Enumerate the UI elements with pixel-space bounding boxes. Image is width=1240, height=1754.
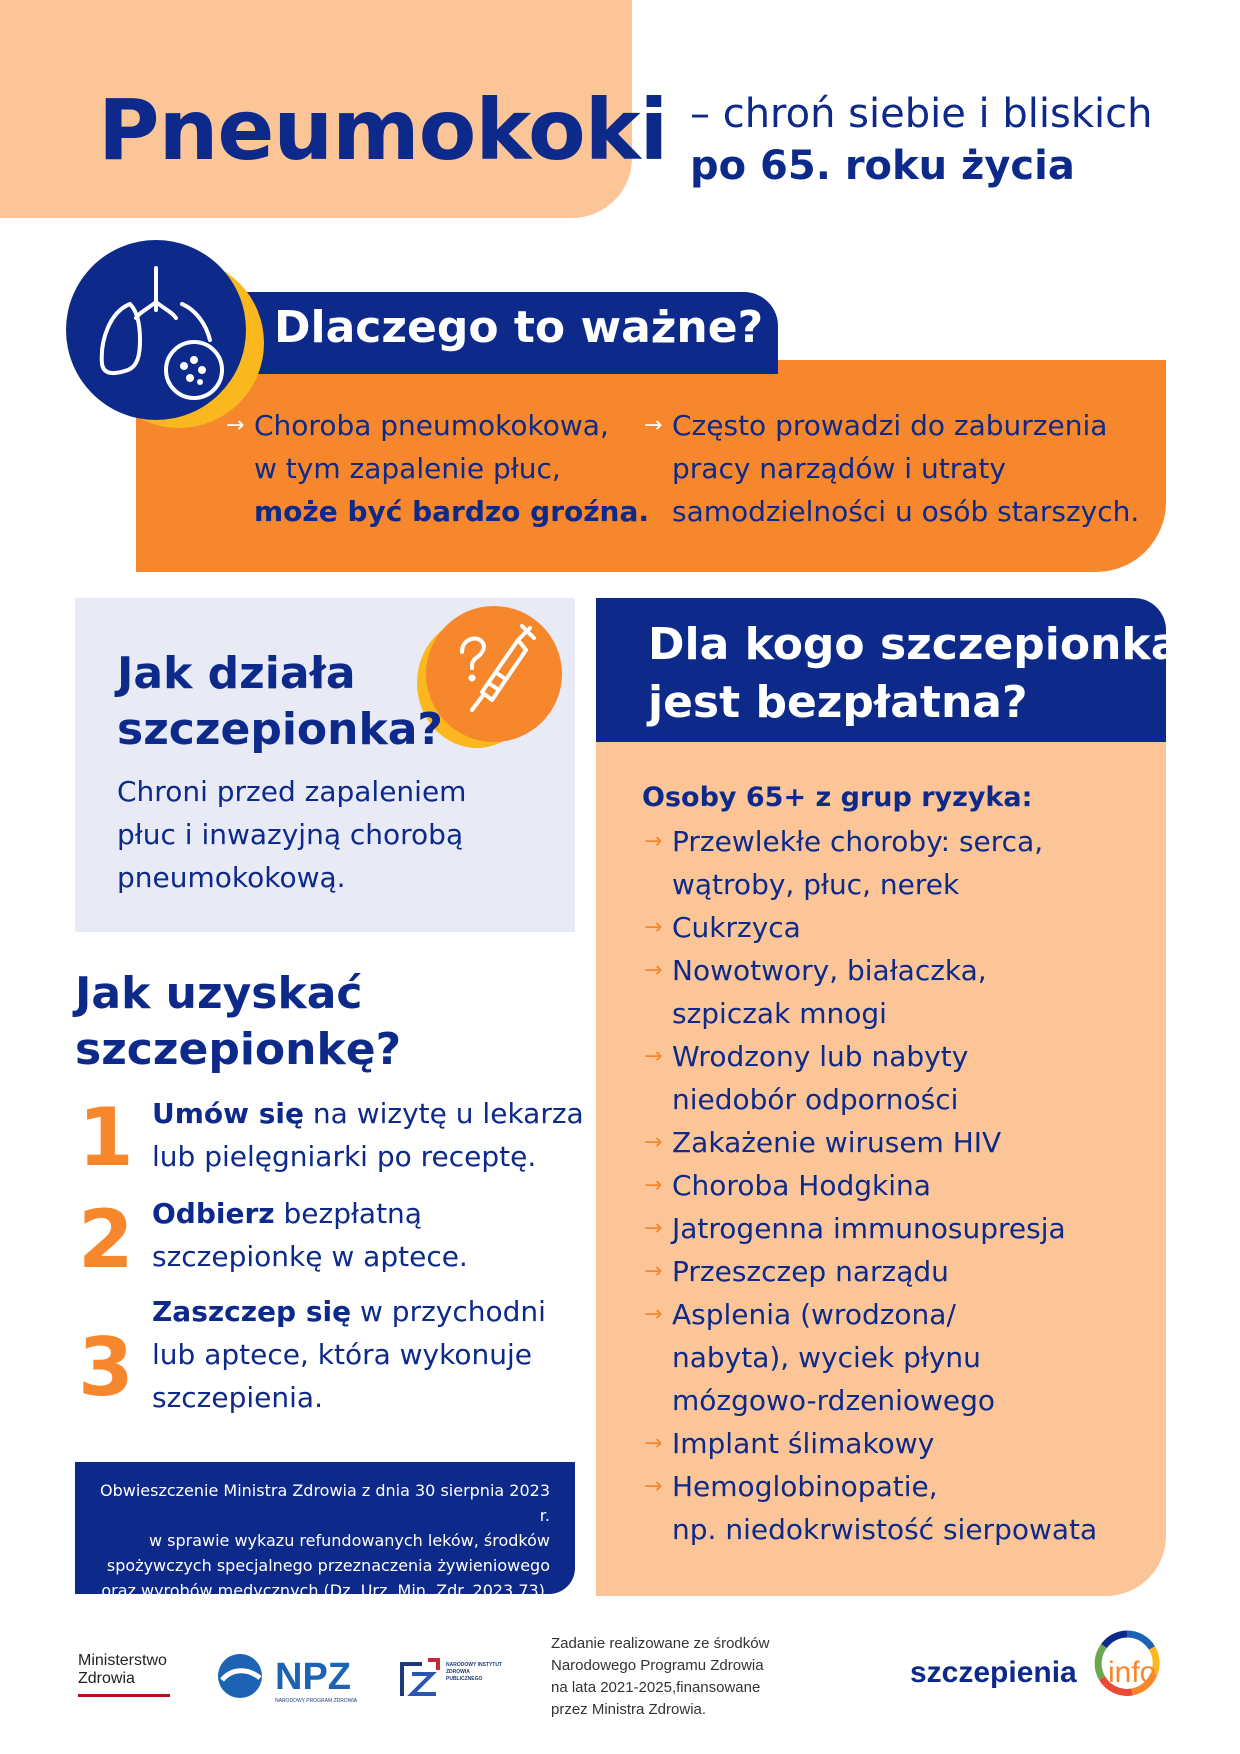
step-2-rest-1: bezpłatną	[274, 1197, 422, 1230]
page-title: Pneumokoki	[98, 81, 668, 179]
risk-group-item-line: Asplenia (wrodzona/	[672, 1298, 956, 1331]
arrow-right-icon: →	[226, 413, 245, 438]
risk-group-item-line: Wrodzony lub nabyty	[672, 1040, 969, 1073]
risk-group-item-line: Przeszczep narządu	[672, 1255, 949, 1288]
why-item-1-bold: może być bardzo groźna.	[254, 495, 650, 528]
ministry-logo-line-1: Ministerstwo	[78, 1652, 167, 1669]
step-number-3: 3	[78, 1321, 134, 1414]
risk-group-item-line: nabyta), wyciek płynu	[672, 1341, 981, 1374]
risk-group-item-line: Przewlekłe choroby: serca,	[672, 825, 1044, 858]
risk-group-item	[644, 1422, 935, 1465]
risk-group-item	[644, 1121, 1002, 1164]
why-item-1	[226, 404, 650, 533]
why-item-2	[644, 404, 1140, 533]
risk-group-item-line: niedobór odporności	[672, 1083, 959, 1116]
npz-logo-icon	[214, 1652, 266, 1704]
risk-group-item-line: wątroby, płuc, nerek	[672, 868, 960, 901]
legal-line-3: spożywczych specjalnego przeznaczenia żywieniowego	[106, 1556, 550, 1575]
risk-group-item	[644, 1207, 1066, 1250]
risk-group-item-line: szpiczak mnogi	[672, 997, 887, 1030]
funding-line-4: przez Ministra Zdrowia.	[551, 1701, 707, 1718]
funding-line-1: Zadanie realizowane ze środków	[551, 1635, 770, 1652]
lungs-bacteria-icon	[66, 240, 246, 420]
how-it-works-text-line-3: pneumokokową.	[117, 861, 346, 894]
arrow-right-icon: →	[644, 1259, 663, 1284]
step-1-rest-2: lub pielęgniarki po receptę.	[152, 1140, 537, 1173]
legal-line-1: Obwieszczenie Ministra Zdrowia z dnia 30 sierpnia 2023 r.	[100, 1481, 550, 1525]
why-item-1-line-1: Choroba pneumokokowa,	[254, 409, 609, 442]
niz-logo-icon	[398, 1656, 442, 1704]
step-3-rest-1: w przychodni	[351, 1295, 546, 1328]
subtitle-line-2: po 65. roku życia	[690, 143, 1075, 189]
arrow-right-icon: →	[644, 915, 663, 940]
step-3	[152, 1290, 546, 1419]
step-3-rest-2: lub aptece, która wykonuje	[152, 1338, 532, 1371]
risk-group-item	[644, 1035, 969, 1121]
risk-group-item-line: Zakażenie wirusem HIV	[672, 1126, 1002, 1159]
risk-group-item-line: mózgowo-rdzeniowego	[672, 1384, 996, 1417]
risk-group-item-line: np. niedokrwistość sierpowata	[672, 1513, 1098, 1546]
risk-group-item-line: Nowotwory, białaczka,	[672, 954, 987, 987]
arrow-right-icon: →	[644, 413, 663, 438]
risk-group-item	[644, 1164, 931, 1207]
npz-logo-subtitle: NARODOWY PROGRAM ZDROWIA	[275, 1698, 358, 1704]
legal-notice-text	[90, 1478, 550, 1603]
how-to-get-title-line-2: szczepionkę?	[75, 1024, 402, 1075]
ministry-logo-line-2: Zdrowia	[78, 1670, 135, 1687]
why-item-2-line-3: samodzielności u osób starszych.	[672, 495, 1140, 528]
funding-line-3: na lata 2021-2025,finansowane	[551, 1679, 761, 1696]
how-it-works-title	[117, 646, 443, 758]
legal-line-4: oraz wyrobów medycznych (Dz. Urz. Min. Zdr. 2023.73).	[101, 1581, 550, 1600]
how-it-works-title-line-1: Jak działa	[117, 648, 356, 699]
risk-group-item-line: Hemoglobinopatie,	[672, 1470, 938, 1503]
npz-logo-text: NPZ	[275, 1656, 351, 1698]
niz-logo-subtitle: NARODOWY INSTYTUT ZDROWIA PUBLICZNEGO	[446, 1662, 503, 1682]
risk-group-heading: Osoby 65+ z grup ryzyka:	[642, 782, 1033, 813]
step-3-bold: Zaszczep się	[152, 1295, 352, 1328]
ministry-logo-bar	[78, 1694, 170, 1697]
arrow-right-icon: →	[644, 1302, 663, 1327]
how-it-works-title-line-2: szczepionka?	[117, 704, 443, 755]
how-it-works-text-line-1: Chroni przed zapaleniem	[117, 775, 467, 808]
legal-line-2: w sprawie wykazu refundowanych leków, środków	[148, 1531, 550, 1550]
risk-group-item-line: Jatrogenna immunosupresja	[672, 1212, 1066, 1245]
step-1-bold: Umów się	[152, 1097, 305, 1130]
why-section-title: Dlaczego to ważne?	[274, 302, 764, 353]
step-number-2: 2	[78, 1193, 134, 1286]
arrow-right-icon: →	[644, 1474, 663, 1499]
why-item-2-line-1: Często prowadzi do zaburzenia	[672, 409, 1108, 442]
step-number-1: 1	[78, 1091, 134, 1184]
who-free-title-line-1: Dla kogo szczepionka	[648, 619, 1181, 670]
step-2-bold: Odbierz	[152, 1197, 275, 1230]
how-to-get-title	[75, 966, 401, 1078]
arrow-right-icon: →	[644, 829, 663, 854]
arrow-right-icon: →	[644, 1130, 663, 1155]
risk-group-item	[644, 949, 987, 1035]
arrow-right-icon: →	[644, 1044, 663, 1069]
who-free-title	[648, 616, 1180, 732]
how-to-get-title-line-1: Jak uzyskać	[75, 968, 363, 1019]
arrow-right-icon: →	[644, 958, 663, 983]
why-item-2-line-2: pracy narządów i utraty	[672, 452, 1006, 485]
risk-group-item	[644, 1250, 949, 1293]
funding-note	[551, 1633, 769, 1721]
step-2	[152, 1192, 468, 1278]
how-it-works-text	[117, 770, 466, 899]
why-item-1-line-2: w tym zapalenie płuc,	[254, 452, 561, 485]
ministry-of-health-logo	[78, 1652, 167, 1688]
subtitle-line-1: – chroń siebie i bliskich	[690, 91, 1153, 137]
arrow-right-icon: →	[644, 1173, 663, 1198]
question-syringe-icon	[426, 606, 562, 742]
szczepienia-logo-info: info	[1108, 1656, 1157, 1689]
arrow-right-icon: →	[644, 1431, 663, 1456]
risk-group-item	[644, 906, 801, 949]
funding-line-2: Narodowego Programu Zdrowia	[551, 1657, 764, 1674]
risk-group-item	[644, 1465, 1098, 1551]
arrow-right-icon: →	[644, 1216, 663, 1241]
step-1-rest-1: na wizytę u lekarza	[304, 1097, 584, 1130]
risk-group-item-line: Cukrzyca	[672, 911, 801, 944]
szczepienia-logo-text: szczepienia	[910, 1656, 1077, 1689]
step-3-rest-3: szczepienia.	[152, 1381, 323, 1414]
step-2-rest-2: szczepionkę w aptece.	[152, 1240, 468, 1273]
step-1	[152, 1092, 584, 1178]
page-subtitle	[690, 88, 1152, 192]
risk-group-item	[644, 820, 1044, 906]
risk-group-item-line: Implant ślimakowy	[672, 1427, 935, 1460]
risk-group-item-line: Choroba Hodgkina	[672, 1169, 931, 1202]
how-it-works-text-line-2: płuc i inwazyjną chorobą	[117, 818, 464, 851]
risk-group-item	[644, 1293, 996, 1422]
who-free-title-line-2: jest bezpłatna?	[648, 677, 1028, 728]
